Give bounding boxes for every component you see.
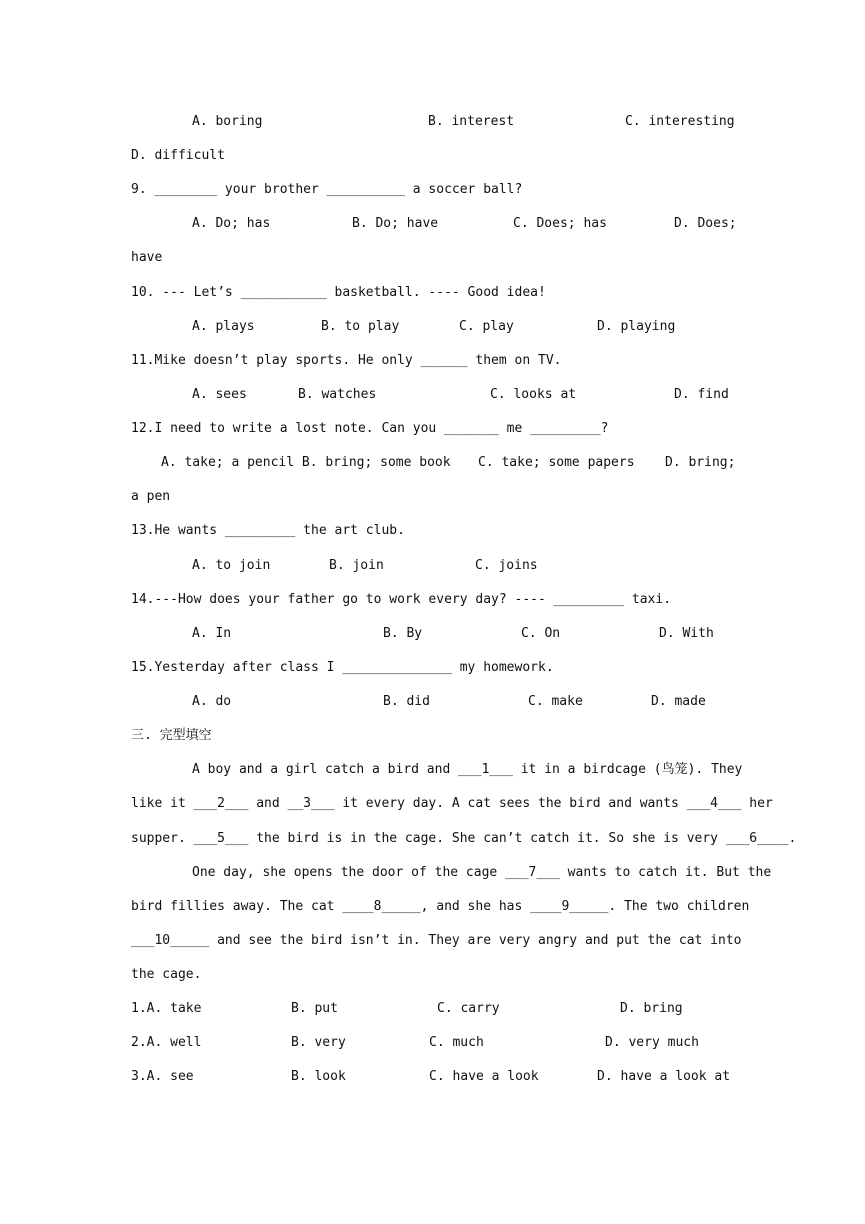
q14-option-a: A. In	[192, 626, 232, 641]
q9-option-d-cont: have	[131, 250, 163, 265]
cloze1-option-c: C. carry	[437, 1001, 500, 1016]
q15-option-a: A. do	[192, 694, 232, 709]
q14-option-c: C. On	[521, 626, 561, 641]
cloze3-option-c: C. have a look	[429, 1069, 539, 1084]
q10-option-b: B. to play	[321, 319, 400, 334]
q13-option-c: C. joins	[475, 558, 538, 573]
cloze2-option-c: C. much	[429, 1035, 484, 1050]
passage-line: One day, she opens the door of the cage ___7___ wants to catch it. But the	[192, 865, 772, 880]
q9-option-b: B. Do; have	[352, 216, 439, 231]
q12-option-d-cont: a pen	[131, 489, 171, 504]
cloze2-option-b: B. very	[291, 1035, 346, 1050]
q11-option-d: D. find	[674, 387, 729, 402]
q14-stem: 14.---How does your father go to work every day? ---- _________ taxi.	[131, 592, 672, 607]
q15-option-d: D. made	[651, 694, 706, 709]
q9-option-d: D. Does;	[674, 216, 737, 231]
q13-option-a: A. to join	[192, 558, 271, 573]
passage-line: ___10_____ and see the bird isn’t in. They are very angry and put the cat into	[131, 933, 742, 948]
q8-option-b: B. interest	[428, 114, 515, 129]
cloze1-option-a: 1.A. take	[131, 1001, 202, 1016]
cloze1-option-d: D. bring	[620, 1001, 683, 1016]
q8-option-d: D. difficult	[131, 148, 225, 163]
cloze2-option-a: 2.A. well	[131, 1035, 202, 1050]
q9-option-a: A. Do; has	[192, 216, 271, 231]
section-heading: 三. 完型填空	[131, 728, 212, 743]
cloze2-option-d: D. very much	[605, 1035, 699, 1050]
q8-option-a: A. boring	[192, 114, 263, 129]
q15-option-b: B. did	[383, 694, 430, 709]
cloze3-option-a: 3.A. see	[131, 1069, 194, 1084]
q10-stem: 10. --- Let’s ___________ basketball. ---- Good idea!	[131, 285, 546, 300]
q9-stem: 9. ________ your brother __________ a soccer ball?	[131, 182, 523, 197]
passage-line: bird fillies away. The cat ____8_____, and she has ____9_____. The two children	[131, 899, 750, 914]
q12-stem: 12.I need to write a lost note. Can you _______ me _________?	[131, 421, 609, 436]
cloze3-option-b: B. look	[291, 1069, 346, 1084]
passage-line: the cage.	[131, 967, 202, 982]
passage-line: supper. ___5___ the bird is in the cage. She can’t catch it. So she is very ___6____.	[131, 831, 797, 846]
q13-option-b: B. join	[329, 558, 384, 573]
q8-option-c: C. interesting	[625, 114, 735, 129]
passage-line: A boy and a girl catch a bird and ___1___ it in a birdcage (鸟笼). They	[192, 762, 743, 777]
q15-stem: 15.Yesterday after class I ______________ my homework.	[131, 660, 554, 675]
q10-option-a: A. plays	[192, 319, 255, 334]
q14-option-b: B. By	[383, 626, 423, 641]
q10-option-d: D. playing	[597, 319, 676, 334]
passage-line: like it ___2___ and __3___ it every day. A cat sees the bird and wants ___4___ her	[131, 796, 773, 811]
cloze3-option-d: D. have a look at	[597, 1069, 731, 1084]
q11-option-c: C. looks at	[490, 387, 577, 402]
q11-option-a: A. sees	[192, 387, 247, 402]
q12-option-d: D. bring;	[665, 455, 736, 470]
q12-option-ab: A. take; a pencil B. bring; some book	[161, 455, 451, 470]
q9-option-c: C. Does; has	[513, 216, 607, 231]
q13-stem: 13.He wants _________ the art club.	[131, 523, 405, 538]
q15-option-c: C. make	[528, 694, 583, 709]
q11-stem: 11.Mike doesn’t play sports. He only ______ them on TV.	[131, 353, 562, 368]
q11-option-b: B. watches	[298, 387, 377, 402]
q14-option-d: D. With	[659, 626, 714, 641]
q12-option-c: C. take; some papers	[478, 455, 635, 470]
q10-option-c: C. play	[459, 319, 514, 334]
cloze1-option-b: B. put	[291, 1001, 338, 1016]
